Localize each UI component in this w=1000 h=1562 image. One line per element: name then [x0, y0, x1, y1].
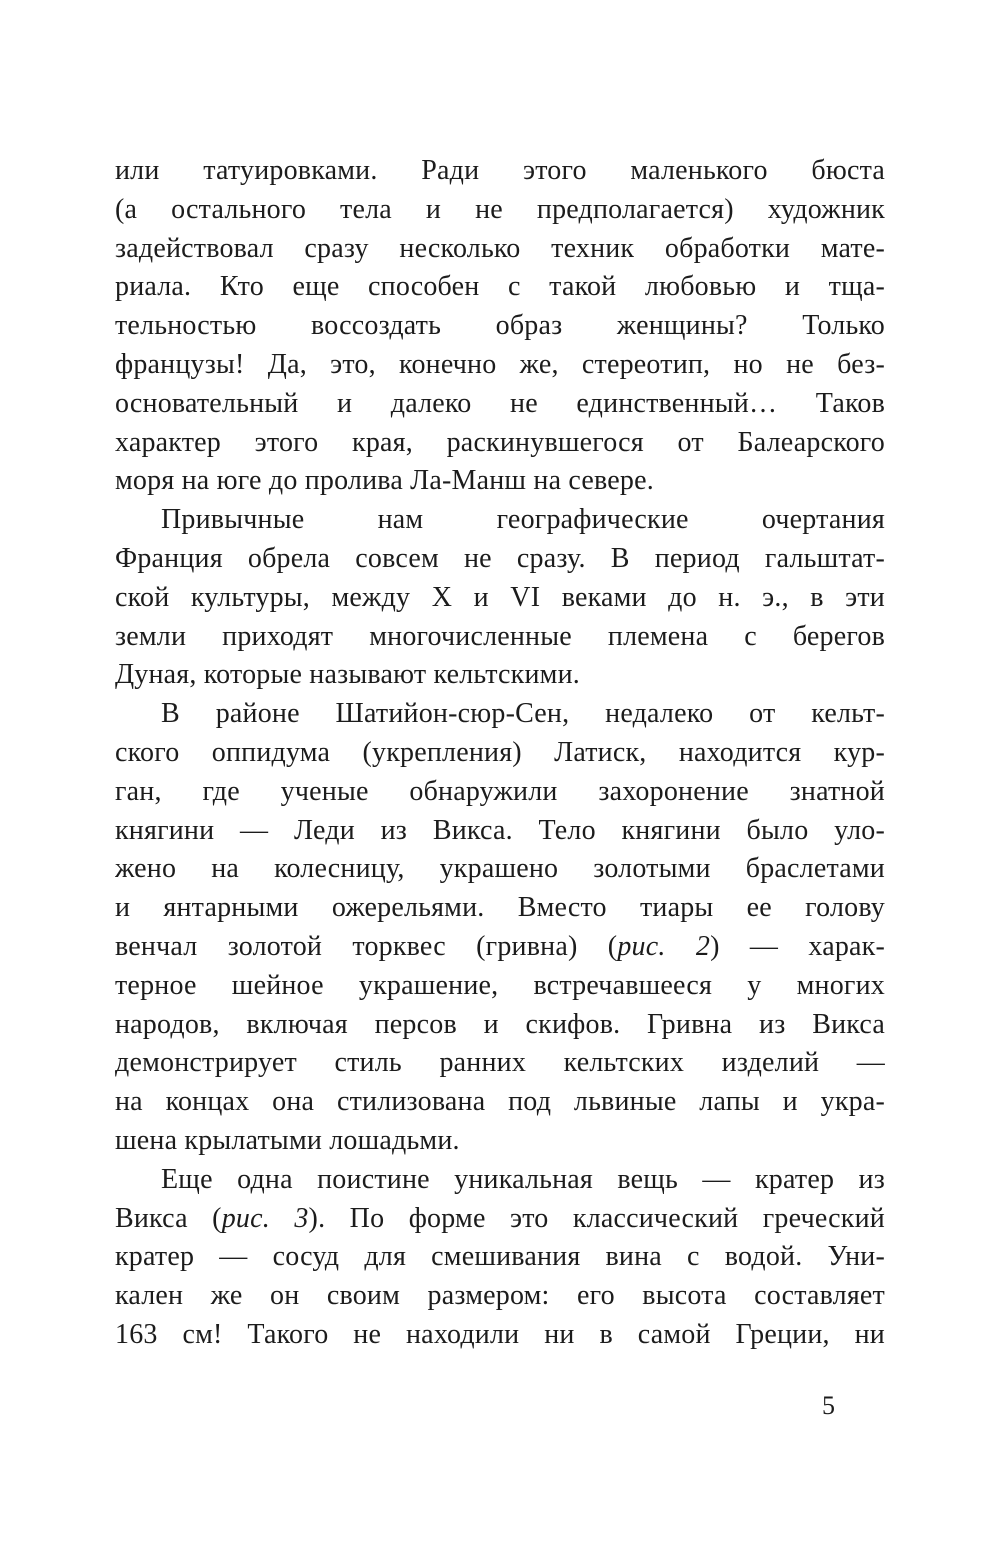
- text-line: кратер — сосуд для смешивания вина с водой. Уни-: [115, 1241, 885, 1273]
- book-page-text-column: [115, 152, 885, 1423]
- text-line: и янтарными ожерельями. Вместо тиары ее голову: [115, 892, 885, 924]
- page-number: 5: [822, 1390, 835, 1420]
- text-line: Викса (рис. 3). По форме это классический греческий: [115, 1202, 885, 1234]
- text-line: венчал золотой торквес (гривна) (рис. 2) — харак-: [115, 930, 885, 962]
- text-line: основательный и далеко не единственный… Таков: [115, 387, 885, 419]
- text-line: В районе Шатийон-сюр-Сен, недалеко от кельт-: [161, 698, 885, 730]
- text-line: ской культуры, между X и VI веками до н. э., в эти: [115, 581, 885, 613]
- text-line: характер этого края, раскинувшегося от Балеарского: [115, 426, 885, 458]
- text-line: Еще одна поистине уникальная вещь — кратер из: [161, 1163, 885, 1195]
- paragraph: [115, 501, 885, 695]
- text-line: жено на колесницу, украшено золотыми браслетами: [115, 853, 885, 885]
- text-line: земли приходят многочисленные племена с берегов: [115, 620, 885, 652]
- text-line: тельностью воссоздать образ женщины? Только: [115, 310, 885, 342]
- paragraph: [115, 1161, 885, 1355]
- text-line: демонстрирует стиль ранних кельтских изделий —: [115, 1047, 885, 1079]
- text-line: Дуная, которые называют кельтскими.: [115, 659, 580, 691]
- text-line: Привычные нам географические очертания: [161, 504, 885, 536]
- text-line: моря на юге до пролива Ла-Манш на севере.: [115, 465, 654, 497]
- text-line: Франция обрела совсем не сразу. В период гальштат-: [115, 542, 885, 574]
- text-line: терное шейное украшение, встречавшееся у многих: [115, 969, 885, 1001]
- text-line: ган, где ученые обнаружили захоронение знатной: [115, 775, 885, 807]
- paragraph: [115, 152, 885, 501]
- text-line: задействовал сразу несколько техник обработки мате-: [115, 232, 885, 264]
- text-line: 163 см! Такого не находили ни в самой Греции, ни: [115, 1318, 885, 1350]
- text-line: на концах она стилизована под львиные лапы и укра-: [115, 1086, 885, 1118]
- paragraphs-container: [115, 152, 885, 1355]
- text-line: ского оппидума (укрепления) Латиск, находится кур-: [115, 736, 885, 768]
- text-line: французы! Да, это, конечно же, стереотип, но не без-: [115, 348, 885, 380]
- text-line: риала. Кто еще способен с такой любовью и тща-: [115, 271, 885, 303]
- text-line: или татуировками. Ради этого маленького бюста: [115, 155, 885, 186]
- text-line: шена крылатыми лошадьми.: [115, 1124, 460, 1156]
- paragraph: [115, 695, 885, 1161]
- text-line: кален же он своим размером: его высота составляет: [115, 1280, 885, 1312]
- text-line: (а остального тела и не предполагается) художник: [115, 193, 885, 225]
- text-line: народов, включая персов и скифов. Гривна из Викса: [115, 1008, 885, 1040]
- text-line: княгини — Леди из Викса. Тело княгини было уло-: [115, 814, 885, 846]
